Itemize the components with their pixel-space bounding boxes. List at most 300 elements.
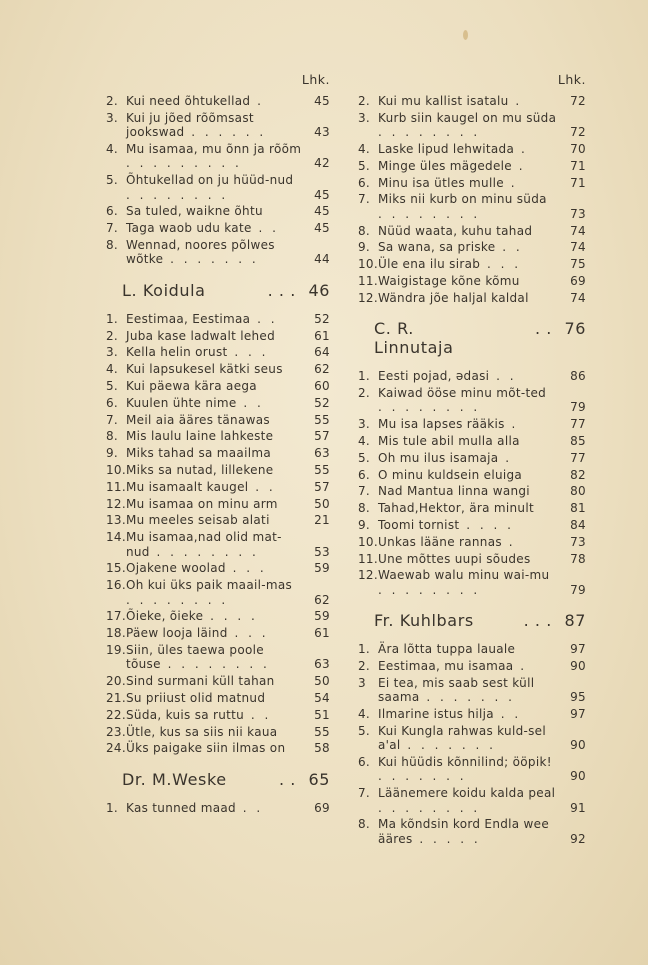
entry-title — [126, 513, 302, 527]
entry-page-number: 63 — [314, 657, 330, 672]
toc-entry — [358, 386, 586, 415]
entry-dot-leader: . . . — [480, 257, 522, 272]
entry-number: 4. — [106, 142, 119, 156]
toc-entry — [358, 535, 586, 549]
entry-page-number: 45 — [314, 187, 330, 202]
entry-dot-leader: . . — [244, 707, 272, 722]
toc-entry — [106, 446, 330, 460]
entry-title — [378, 568, 558, 597]
entry-title — [378, 451, 558, 465]
toc-entry — [358, 568, 586, 597]
entry-page-number: 74 — [570, 290, 586, 305]
entry-page-number: 61 — [314, 328, 330, 343]
entry-number: 14. — [106, 530, 126, 545]
toc-entry — [106, 312, 330, 326]
entry-title — [378, 468, 558, 482]
entry-title-text: Üks paigake siin ilmas on — [126, 741, 286, 756]
entry-number: 6. — [358, 754, 371, 769]
toc-entry — [358, 755, 586, 784]
entry-page-number: 90 — [570, 738, 586, 753]
toc-entry — [106, 94, 330, 108]
entry-number: 4. — [106, 362, 119, 377]
entry-dot-leader: . — [250, 94, 264, 108]
toc-entry — [106, 578, 330, 607]
entry-dot-leader: . . . . . . . . — [160, 657, 270, 672]
entry-title — [126, 111, 302, 140]
entry-title — [126, 429, 302, 443]
entry-title-text: Sind surmani küll tahan — [126, 674, 275, 689]
toc-entry — [106, 362, 330, 376]
entry-page-number: 45 — [314, 204, 330, 219]
toc-entry — [106, 513, 330, 527]
entry-title-text: Toomi tornist — [378, 517, 460, 532]
toc-entry — [106, 221, 330, 235]
entry-title-text: Mu isamaalt kaugel — [126, 479, 249, 494]
entry-number: 15. — [106, 561, 126, 576]
entry-page-number: 45 — [314, 221, 330, 236]
entry-dot-leader: . . . . . . . . . — [126, 156, 242, 171]
entry-title-text: O minu kuldsein eluiga — [378, 467, 523, 482]
toc-entry — [358, 291, 586, 305]
entry-number: 8. — [358, 501, 371, 516]
entry-title — [378, 274, 558, 288]
entry-number: 8. — [358, 817, 371, 832]
toc-entry — [106, 530, 330, 559]
section-dots: . . — [534, 319, 552, 339]
toc-entry — [358, 724, 586, 753]
section-page: 87 — [564, 611, 586, 631]
entry-page-number: 97 — [570, 642, 586, 657]
entry-title-text: Kui hüüdis kõnnilind; ööpik! — [378, 754, 552, 769]
toc-entry — [358, 176, 586, 190]
entry-title — [378, 484, 558, 498]
entry-number: 7. — [358, 484, 371, 499]
entry-dot-leader: . . . — [227, 345, 269, 360]
toc-entry — [358, 224, 586, 238]
entry-page-number: 75 — [570, 257, 586, 272]
entry-dot-leader: . . . . . . — [184, 125, 267, 140]
entry-title-text: Minge üles mägedele — [378, 158, 512, 173]
entry-title — [126, 204, 302, 218]
entry-title — [378, 552, 558, 566]
entry-title — [378, 501, 558, 515]
entry-title-text: Minu isa ütles mulle — [378, 175, 504, 190]
entry-title-text: Kui need õhtukellad — [126, 94, 251, 108]
entry-title-text: Kaiwad ööse minu mõt-ted — [378, 385, 547, 400]
entry-title — [126, 530, 302, 559]
entry-number: 11. — [358, 273, 378, 288]
entry-number: 12. — [358, 568, 378, 583]
entry-page-number: 90 — [570, 658, 586, 673]
entry-number: 12. — [106, 496, 126, 511]
entry-dot-leader: . . . . . — [412, 831, 481, 846]
entry-dot-leader: . . . . — [459, 517, 514, 532]
entry-dot-leader: . . — [236, 395, 264, 410]
entry-number: 4. — [358, 433, 371, 448]
entry-title — [378, 518, 558, 532]
entry-title — [378, 224, 558, 238]
entry-page-number: 64 — [314, 345, 330, 360]
section-page: 46 — [308, 280, 330, 300]
entry-dot-leader: . . — [495, 240, 523, 255]
entry-page-number: 59 — [314, 561, 330, 576]
entry-page-number: 43 — [314, 125, 330, 140]
toc-entry — [106, 329, 330, 343]
toc-entry — [358, 111, 586, 140]
toc-entry — [106, 643, 330, 672]
entry-number: 10. — [358, 534, 378, 549]
entry-number: 5. — [358, 723, 371, 738]
toc-entry — [358, 676, 586, 705]
section-heading — [358, 611, 586, 630]
toc-entry — [106, 801, 330, 815]
toc-entry — [358, 369, 586, 383]
entry-title-text: Eestimaa, Eestimaa — [126, 311, 251, 326]
entry-dot-leader: . . — [248, 479, 276, 494]
entry-title — [378, 142, 558, 156]
entry-page-number: 62 — [314, 362, 330, 377]
entry-title-text: Juba kase ladwalt lehed — [126, 328, 276, 343]
entry-number: 8. — [106, 238, 119, 252]
entry-title — [126, 691, 302, 705]
toc-entry — [106, 497, 330, 511]
entry-title — [378, 94, 558, 108]
entry-page-number: 21 — [314, 513, 330, 528]
toc-entry — [106, 561, 330, 575]
entry-page-number: 53 — [314, 544, 330, 559]
entry-title — [126, 94, 302, 108]
toc-list-bottom — [358, 642, 586, 846]
entry-title-text: Sa tuled, waikne õhtu — [126, 204, 263, 219]
entry-number: 2. — [358, 385, 371, 400]
entry-title — [378, 724, 558, 753]
toc-entry — [358, 786, 586, 815]
entry-page-number: 70 — [570, 142, 586, 156]
entry-dot-leader: . . . — [227, 626, 269, 641]
entry-number: 12. — [358, 290, 378, 305]
entry-page-number: 52 — [314, 311, 330, 326]
entry-number: 21. — [106, 690, 126, 705]
toc-list-bottom — [106, 801, 330, 815]
entry-page-number: 78 — [570, 551, 586, 566]
entry-number: 2. — [358, 658, 371, 673]
entry-title-text: Üle ena ilu sirab — [378, 257, 481, 272]
entry-number: 2. — [358, 94, 371, 108]
page-header-lhk: Lhk. — [301, 72, 330, 87]
entry-number: 6. — [358, 175, 371, 190]
entry-title-text: Eestimaa, mu isamaa — [378, 658, 514, 673]
entry-title — [126, 312, 302, 326]
entry-title — [378, 257, 558, 271]
entry-number: 23. — [106, 724, 126, 739]
entry-title — [378, 676, 558, 705]
entry-page-number: 90 — [570, 769, 586, 784]
toc-entry — [358, 257, 586, 271]
toc-list-mid — [106, 312, 330, 756]
entry-page-number: 71 — [570, 158, 586, 173]
toc-entry — [106, 429, 330, 443]
entry-page-number: 95 — [570, 690, 586, 705]
toc-entry — [358, 468, 586, 482]
section-dots: . . . — [267, 280, 296, 300]
entry-title-text: Taga waob udu kate — [126, 221, 252, 236]
entry-page-number: 61 — [314, 626, 330, 641]
entry-dot-leader: . . . . — [203, 609, 258, 624]
toc-entry — [106, 238, 330, 267]
toc-entry — [106, 173, 330, 202]
entry-page-number: 55 — [314, 462, 330, 477]
entry-title-text: Su priiust olid matnud — [126, 690, 266, 705]
toc-entry — [358, 501, 586, 515]
entry-page-number: 79 — [570, 582, 586, 597]
entry-title — [378, 291, 558, 305]
entry-number: 5. — [106, 173, 119, 188]
entry-page-number: 85 — [570, 433, 586, 448]
entry-title — [126, 173, 302, 202]
entry-number: 9. — [358, 517, 371, 532]
toc-entry — [358, 659, 586, 673]
entry-title — [126, 480, 302, 494]
entry-dot-leader: . . . . . . . . — [126, 592, 229, 607]
entry-dot-leader: . . . . . . . . — [378, 582, 481, 597]
entry-title-text: Oh kui üks paik maail-mas — [126, 578, 293, 593]
entry-number: 3. — [106, 345, 119, 360]
entry-title — [126, 463, 302, 477]
toc-entry — [106, 142, 330, 171]
entry-page-number: 60 — [314, 379, 330, 393]
entry-page-number: 44 — [314, 252, 330, 267]
entry-number: 7. — [358, 786, 371, 801]
entry-number: 24. — [106, 741, 126, 756]
toc-entry — [358, 817, 586, 846]
toc-entry — [358, 707, 586, 721]
entry-title-text: Kella helin orust — [126, 345, 228, 360]
entry-number: 2. — [106, 94, 119, 108]
entry-title-text: Ei tea, mis saab sest küll saama — [378, 675, 535, 705]
entry-number: 19. — [106, 642, 126, 657]
entry-title — [126, 497, 302, 511]
entry-number: 9. — [358, 240, 371, 255]
entry-title-text: Kui Kungla rahwas kuld-sel a'al — [378, 723, 546, 753]
toc-entry — [106, 480, 330, 494]
entry-dot-leader: . . . . . . . — [400, 738, 496, 753]
entry-dot-leader: . . . . . . . — [378, 769, 467, 784]
entry-page-number: 73 — [570, 206, 586, 221]
entry-title — [126, 413, 302, 427]
entry-dot-leader: . . . . . . . . — [378, 400, 481, 415]
entry-dot-leader: . . . . . . . . — [126, 187, 229, 202]
section-author: Dr. M.Weske — [122, 769, 227, 789]
entry-title-text: Päew looja läind — [126, 626, 228, 641]
entry-title — [378, 786, 558, 815]
toc-entry — [358, 451, 586, 465]
entry-page-number: 55 — [314, 412, 330, 427]
entry-page-number: 59 — [314, 609, 330, 624]
entry-title — [126, 238, 302, 267]
entry-title-text: Õieke, õieke — [126, 609, 204, 624]
entry-title-text: Süda, kuis sa ruttu — [126, 707, 245, 722]
entry-title-text: Mis laulu laine lahkeste — [126, 429, 274, 444]
toc-list-top — [358, 94, 586, 305]
entry-title — [378, 386, 558, 415]
toc-entry — [358, 192, 586, 221]
toc-list-top — [106, 94, 330, 267]
entry-page-number: 81 — [570, 501, 586, 516]
section-heading — [106, 770, 330, 789]
section-author: L. Koidula — [122, 280, 206, 300]
entry-page-number: 50 — [314, 674, 330, 689]
toc-list-mid — [358, 369, 586, 597]
entry-number: 7. — [106, 412, 119, 427]
entry-title-text: Une mõttes uupi sõudes — [378, 551, 531, 566]
entry-page-number: 69 — [314, 800, 330, 815]
entry-title — [126, 446, 302, 460]
entry-page-number: 84 — [570, 517, 586, 532]
entry-title — [126, 221, 302, 235]
entry-number: 11. — [106, 479, 126, 494]
entry-number: 20. — [106, 674, 126, 689]
entry-title — [126, 801, 302, 815]
entry-dot-leader: . . — [251, 221, 279, 236]
entry-page-number: 72 — [570, 94, 586, 108]
entry-title-text: Ma kõndsin kord Endla wee ääres — [378, 817, 550, 846]
entry-title-text: Siin, üles taewa poole tõuse — [126, 642, 264, 672]
entry-page-number: 92 — [570, 831, 586, 846]
entry-dot-leader: . . . . . . . — [163, 252, 259, 267]
entry-title-text: Waigistage kõne kõmu — [378, 273, 520, 288]
toc-entry — [106, 708, 330, 722]
entry-title — [126, 708, 302, 722]
entry-number: 1. — [106, 311, 119, 326]
entry-number: 3. — [358, 417, 371, 432]
entry-title — [126, 741, 302, 755]
entry-title-text: Ära lõtta tuppa lauale — [378, 642, 516, 657]
entry-title — [126, 626, 302, 640]
entry-title — [378, 535, 558, 549]
entry-page-number: 69 — [570, 273, 586, 288]
entry-dot-leader: . . — [250, 311, 278, 326]
entry-number: 6. — [358, 467, 371, 482]
entry-dot-leader: . — [508, 94, 523, 108]
entry-number: 7. — [106, 221, 119, 236]
entry-page-number: 80 — [570, 484, 586, 499]
entry-dot-leader: . . — [489, 369, 517, 384]
toc-entry — [358, 518, 586, 532]
entry-title — [378, 755, 558, 784]
entry-title — [126, 609, 302, 623]
entry-number: 6. — [106, 204, 119, 219]
entry-dot-leader: . . . . . . . . — [378, 800, 481, 815]
entry-number: 5. — [358, 158, 371, 173]
section-heading — [106, 281, 330, 300]
entry-dot-leader: . . . . . . . . — [378, 125, 481, 140]
entry-title-text: Mu isamaa on minu arm — [126, 496, 278, 511]
entry-title — [378, 176, 558, 190]
entry-title-text: Unkas lääne rannas — [378, 534, 502, 549]
entry-number: 11. — [358, 551, 378, 566]
entry-title — [378, 659, 558, 673]
entry-dot-leader: . — [514, 142, 528, 156]
entry-title-text: Nad Mantua linna wangi — [378, 484, 530, 499]
entry-page-number: 62 — [314, 592, 330, 607]
entry-page-number: 55 — [314, 724, 330, 739]
entry-number: 10. — [106, 462, 126, 477]
toc-column-left — [106, 72, 330, 818]
entry-number: 16. — [106, 578, 126, 593]
entry-page-number: 57 — [314, 429, 330, 444]
entry-page-number: 77 — [570, 450, 586, 465]
page-header-lhk: Lhk. — [557, 72, 586, 87]
toc-entry — [358, 434, 586, 448]
entry-title — [126, 362, 302, 376]
section-author: C. R. Linnutaja — [374, 319, 454, 358]
entry-title — [378, 192, 558, 221]
entry-dot-leader: . . . . . . . . — [149, 544, 259, 559]
entry-page-number: 86 — [570, 369, 586, 384]
section-dots: . . . — [523, 611, 552, 631]
entry-page-number: 58 — [314, 741, 330, 756]
section-heading — [358, 319, 586, 357]
entry-title-text: Waewab walu minu wai-mu — [378, 568, 550, 583]
entry-title — [126, 674, 302, 688]
toc-entry — [106, 413, 330, 427]
entry-dot-leader: . — [501, 534, 516, 549]
toc-entry — [358, 274, 586, 288]
entry-page-number: 74 — [570, 223, 586, 238]
entry-dot-leader: . . — [235, 800, 264, 815]
entry-page-number: 71 — [570, 175, 586, 190]
toc-entry — [106, 396, 330, 410]
entry-page-number: 91 — [570, 800, 586, 815]
entry-title — [126, 725, 302, 739]
entry-number: 1. — [106, 800, 119, 815]
entry-page-number: 51 — [314, 707, 330, 722]
entry-dot-leader: . . . — [225, 561, 267, 576]
entry-title-text: Nüüd waata, kuhu tahad — [378, 223, 533, 238]
entry-title-text: Kui lapsukesel kätki seus — [126, 362, 283, 377]
section-dots: . . — [278, 769, 296, 789]
toc-entry — [358, 417, 586, 431]
section-author: Fr. Kuhlbars — [374, 611, 474, 631]
entry-page-number: 82 — [570, 467, 586, 482]
entry-number: 1. — [358, 642, 371, 657]
entry-page-number: 52 — [314, 395, 330, 410]
entry-title-text: Laske lipud lehwitada — [378, 142, 515, 156]
entry-dot-leader: . . . . . . . . — [378, 206, 481, 221]
entry-title-text: Miks nii kurb on minu süda — [378, 192, 547, 207]
entry-number: 7. — [358, 192, 371, 207]
entry-title-text: Ilmarine istus hilja — [378, 706, 494, 721]
entry-page-number: 57 — [314, 479, 330, 494]
entry-dot-leader: . . — [493, 706, 522, 721]
entry-title-text: Meil aia ääres tänawas — [126, 412, 270, 427]
toc-entry — [106, 204, 330, 218]
toc-entry — [106, 626, 330, 640]
toc-entry — [358, 552, 586, 566]
entry-title-text: Tahad,Hektor, ära minult — [378, 501, 534, 516]
ink-stain — [463, 30, 468, 40]
entry-title-text: Wennad, noores põlwes wõtke — [126, 238, 275, 267]
toc-entry — [106, 463, 330, 477]
toc-entry — [358, 484, 586, 498]
entry-number: 1. — [358, 369, 371, 384]
entry-number: 5. — [106, 379, 119, 393]
entry-title-text: Mu meeles seisab alati — [126, 513, 270, 528]
entry-title — [126, 329, 302, 343]
entry-page-number: 73 — [570, 534, 586, 549]
entry-title — [378, 159, 558, 173]
toc-column-right — [358, 72, 586, 849]
